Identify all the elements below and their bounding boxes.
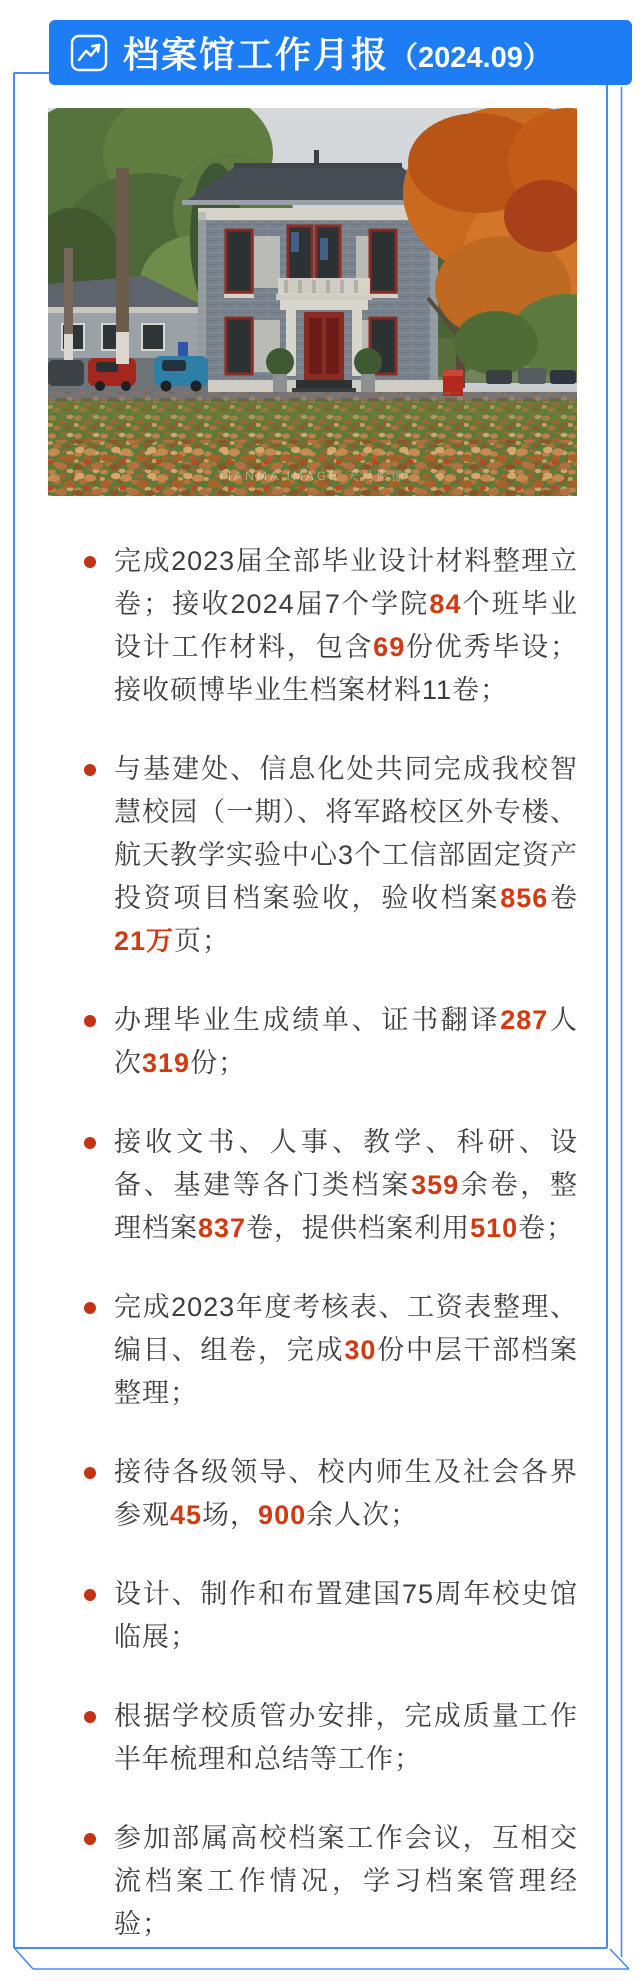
bullet-text [114, 1573, 578, 1659]
text-segment: 份； [190, 1048, 247, 1078]
bullet-item [84, 1573, 578, 1659]
campus-photo [48, 108, 577, 496]
text-segment: 完成2023年度考核表、工资表整理、编目、组卷，完成 [114, 1292, 578, 1365]
highlight-number: 510 [470, 1213, 519, 1243]
text-segment: 根据学校质管办安排，完成质量工作半年梳理和总结等工作； [114, 1701, 578, 1774]
bullet-text [114, 999, 578, 1085]
bullet-text [114, 748, 578, 963]
trend-chart-icon [69, 33, 109, 73]
highlight-number: 856 [500, 883, 549, 913]
highlight-number: 30 [344, 1335, 377, 1365]
page-title-period: （2024.09） [389, 42, 552, 74]
text-segment: 个班毕业设计工作材料，包含 [114, 589, 578, 662]
highlight-number: 84 [429, 589, 462, 619]
text-segment: 卷； [518, 1213, 575, 1243]
bullet-text [114, 540, 578, 712]
report-header-banner [49, 20, 632, 85]
text-segment: 与基建处、信息化处共同完成我校智慧校园（一期）、将军路校区外专楼、航天教学实验中心3个工信部固定资产投资项目档案验收，验收档案 [114, 754, 579, 913]
bullet-dot-icon [84, 1711, 96, 1723]
bullet-dot-icon [84, 1015, 96, 1027]
bullet-dot-icon [84, 1467, 96, 1479]
text-segment: 页； [174, 926, 231, 956]
text-segment: 份优秀毕设；接收硕博毕业生档案材料11卷； [114, 632, 578, 705]
highlight-number: 319 [142, 1048, 191, 1078]
bullet-dot-icon [84, 1137, 96, 1149]
text-segment: 卷 [548, 883, 579, 913]
bullet-text [114, 1451, 578, 1537]
text-segment: 参加部属高校档案工作会议，互相交流档案工作情况，学习档案管理经验； [114, 1823, 578, 1939]
bullet-item [84, 1121, 578, 1250]
highlight-number: 45 [170, 1500, 203, 1530]
bullet-dot-icon [84, 556, 96, 568]
bullet-dot-icon [84, 1589, 96, 1601]
bullet-dot-icon [84, 1833, 96, 1845]
bullet-item [84, 748, 578, 963]
page-title-main: 档案馆工作月报 [123, 34, 390, 75]
text-segment: 场， [202, 1500, 259, 1530]
highlight-number: 900 [258, 1500, 307, 1530]
bullet-item [84, 1817, 578, 1946]
highlight-number: 837 [198, 1213, 247, 1243]
bullet-dot-icon [84, 1302, 96, 1314]
text-segment: 余人次； [306, 1500, 419, 1530]
bullet-text [114, 1286, 578, 1415]
photo-watermark: TIANMA IMAGE 天马影像 [217, 469, 407, 483]
highlight-number: 69 [373, 632, 406, 662]
bullet-item [84, 540, 578, 712]
text-segment: 卷，提供档案利用 [246, 1213, 471, 1243]
text-segment: 余卷，整理档案 [114, 1170, 579, 1243]
bullet-list [84, 540, 578, 1982]
bullet-item [84, 1451, 578, 1537]
bullet-text [114, 1695, 578, 1781]
bullet-text [114, 1121, 578, 1250]
page-title [123, 27, 552, 78]
highlight-number: 287 [500, 1005, 549, 1035]
bullet-dot-icon [84, 764, 96, 776]
bullet-text [114, 1817, 578, 1946]
bullet-item [84, 1695, 578, 1781]
bullet-item [84, 1286, 578, 1415]
text-segment: 接收文书、人事、教学、科研、设备、基建等各门类档案 [114, 1127, 578, 1200]
text-segment: 人次 [114, 1005, 579, 1078]
bullet-item [84, 999, 578, 1085]
text-segment: 份中层干部档案整理； [114, 1335, 578, 1408]
text-segment: 办理毕业生成绩单、证书翻译 [114, 1005, 501, 1035]
text-segment: 完成2023届全部毕业设计材料整理立卷；接收2024届7个学院 [114, 546, 578, 619]
text-segment: 接待各级领导、校内师生及社会各界参观 [114, 1457, 578, 1530]
highlight-number: 359 [411, 1170, 460, 1200]
text-segment: 设计、制作和布置建国75周年校史馆临展； [114, 1579, 578, 1652]
highlight-number: 21万 [114, 926, 175, 956]
